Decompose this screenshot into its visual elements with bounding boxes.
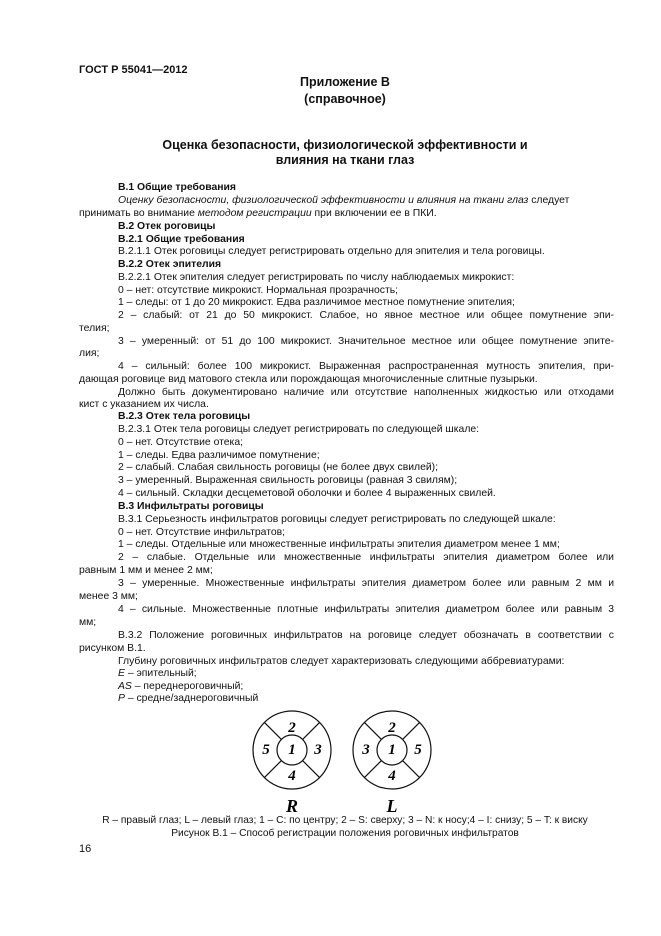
infiltrate-grade-2: 2 – слабые. Отдельные или множественные инфильтраты эпителия диаметром более или [118, 552, 614, 563]
paragraph-b211: В.2.1.1 Отек роговицы следует регистрировать отдельно для эпителия и тела роговицы. [118, 246, 545, 257]
right-eye-zone-top: 2 [288, 720, 296, 736]
epithelium-cysts-note: Должно быть документировано наличие или отсутствие наполненных жидкостью или отходами [118, 387, 614, 398]
paragraph-b1-post: при включении ее в ПКИ. [311, 208, 437, 219]
appendix-note: (справочное) [304, 92, 386, 106]
paragraph-b1-tail: следует [528, 195, 570, 206]
standard-number: ГОСТ Р 55041—2012 [79, 64, 188, 76]
infiltrate-grade-0: 0 – нет. Отсутствие инфильтратов; [118, 527, 286, 538]
corneal-position-diagram [240, 704, 440, 816]
abbreviation-p-key: P [118, 693, 125, 704]
section-title-line-1: Оценка безопасности, физиологической эффективности и [162, 138, 528, 152]
right-eye-zone-left: 5 [262, 742, 270, 758]
paragraph-b1-line1 [118, 194, 569, 207]
infiltrate-grade-4: 4 – сильные. Множественные плотные инфильтраты эпителия диаметром более или равным 3 [118, 604, 614, 615]
left-eye-label: L [386, 796, 398, 816]
left-eye-divider [364, 722, 381, 739]
stroma-grade-0: 0 – нет. Отсутствие отека; [118, 437, 243, 448]
abbreviation-as-key: AS [118, 681, 132, 692]
infiltrate-grade-2-cont: равным 1 мм и менее 2 мм; [79, 565, 213, 576]
figure-caption: Рисунок В.1 – Способ регистрации положения роговичных инфильтратов [171, 828, 519, 839]
heading-b23: В.2.3 Отек тела роговицы [118, 411, 251, 422]
left-eye-zone-center: 1 [388, 742, 396, 758]
infiltrate-grade-3-cont: менее 3 мм; [79, 591, 138, 602]
right-eye-zone-bottom: 4 [288, 768, 296, 784]
abbreviation-e-key: E [118, 668, 125, 679]
right-eye-divider [264, 761, 281, 778]
epithelium-cysts-note-cont: кист с указанием их числа. [79, 399, 209, 410]
stroma-grade-4: 4 – сильный. Складки десцеметовой оболочки и более 4 выраженных свилей. [118, 488, 496, 499]
epithelium-grade-4: 4 – сильный: более 100 микрокист. Выраженная распространенная мутность эпителия, при- [118, 361, 614, 372]
paragraph-b1-emphasis: Оценку безопасности, физиологической эффективности и влияния на ткани глаз [118, 195, 529, 206]
left-eye-zone-top: 2 [388, 720, 396, 736]
stroma-grade-3: 3 – умеренный. Выраженная свильность роговицы (равная 3 свилям); [118, 475, 458, 486]
abbreviation-as-value: – переднероговичный; [131, 681, 244, 692]
section-title-line-2: влияния на ткани глаз [275, 153, 415, 167]
left-eye-diagram [353, 711, 431, 816]
paragraph-b231: В.2.3.1 Отек тела роговицы следует регистрировать по следующей шкале: [118, 424, 480, 435]
right-eye-divider [303, 722, 320, 739]
appendix-title: Приложение В [300, 75, 390, 89]
stroma-grade-1: 1 – следы. Едва различимое помутнение; [118, 450, 320, 461]
epithelium-grade-4-cont: дающая роговице вид матового стекла или порождающая многочисленные слитные пузырьки. [79, 374, 538, 385]
paragraph-b221: В.2.2.1 Отек эпителия следует регистрировать по числу наблюдаемых микрокист: [118, 272, 515, 283]
figure-legend: R – правый глаз; L – левый глаз; 1 – C: по центру; 2 – S: сверху; 3 – N: к носу;4 – I: снизу; 5 – T: к виску [102, 815, 588, 826]
right-eye-divider [264, 722, 281, 739]
heading-b2: В.2 Отек роговицы [118, 221, 216, 232]
paragraph-b1-method: методом регистрации [197, 208, 312, 219]
epithelium-grade-3: 3 – умеренный: от 51 до 100 микрокист. Значительное местное или общее помутнение эпите- [118, 336, 614, 347]
abbreviation-e [118, 667, 197, 680]
left-eye-zone-right: 5 [414, 742, 422, 758]
stroma-grade-2: 2 – слабый. Слабая свильность роговицы (не более двух свилей); [118, 462, 439, 473]
epithelium-grade-1: 1 – следы: от 1 до 20 микрокист. Едва различимое местное помутнение эпителия; [118, 297, 515, 308]
epithelium-grade-3-cont: лия; [79, 348, 100, 359]
heading-b1: В.1 Общие требования [118, 182, 236, 193]
page-number: 16 [79, 843, 92, 855]
paragraph-b1-pre: принимать во внимание [79, 208, 198, 219]
heading-b22: В.2.2 Отек эпителия [118, 259, 222, 270]
infiltrate-grade-4-cont: мм; [79, 617, 97, 628]
paragraph-b32-cont: рисунком В.1. [79, 643, 146, 654]
abbreviation-e-value: – эпительный; [124, 668, 197, 679]
epithelium-grade-2: 2 – слабый: от 21 до 50 микрокист. Слабое, но явное местное или общее помутнение эпи- [118, 310, 614, 321]
heading-b21: В.2.1 Общие требования [118, 234, 245, 245]
paragraph-b1-line2 [79, 207, 437, 220]
abbreviation-p-value: – средне/заднероговичный [124, 693, 259, 704]
heading-b3: В.3 Инфильтраты роговицы [118, 501, 264, 512]
infiltrate-grade-1: 1 – следы. Отдельные или множественные инфильтраты эпителия диаметром менее 1 мм; [118, 539, 560, 550]
paragraph-b32: В.3.2 Положение роговичных инфильтратов на роговице следует обозначать в соответствии с [118, 630, 614, 641]
right-eye-label: R [285, 796, 299, 816]
epithelium-grade-0: 0 – нет: отсутствие микрокист. Нормальная прозрачность; [118, 285, 399, 296]
left-eye-zone-left: 3 [362, 742, 370, 758]
left-eye-divider [364, 761, 381, 778]
left-eye-zone-bottom: 4 [388, 768, 396, 784]
paragraph-b31: В.3.1 Серьезность инфильтратов роговицы следует регистрировать по следующей шкале: [118, 514, 556, 525]
right-eye-divider [303, 761, 320, 778]
left-eye-divider [403, 722, 420, 739]
right-eye-zone-center: 1 [288, 742, 296, 758]
right-eye-diagram [253, 711, 331, 816]
epithelium-grade-2-cont: телия; [79, 323, 110, 334]
infiltrate-grade-3: 3 – умеренные. Множественные инфильтраты эпителия диаметром более или равным 2 мм и [118, 578, 614, 589]
right-eye-zone-right: 3 [314, 742, 322, 758]
paragraph-depth: Глубину роговичных инфильтратов следует характеризовать следующими аббревиатурами: [118, 656, 565, 667]
left-eye-divider [403, 761, 420, 778]
abbreviation-p [118, 692, 258, 705]
